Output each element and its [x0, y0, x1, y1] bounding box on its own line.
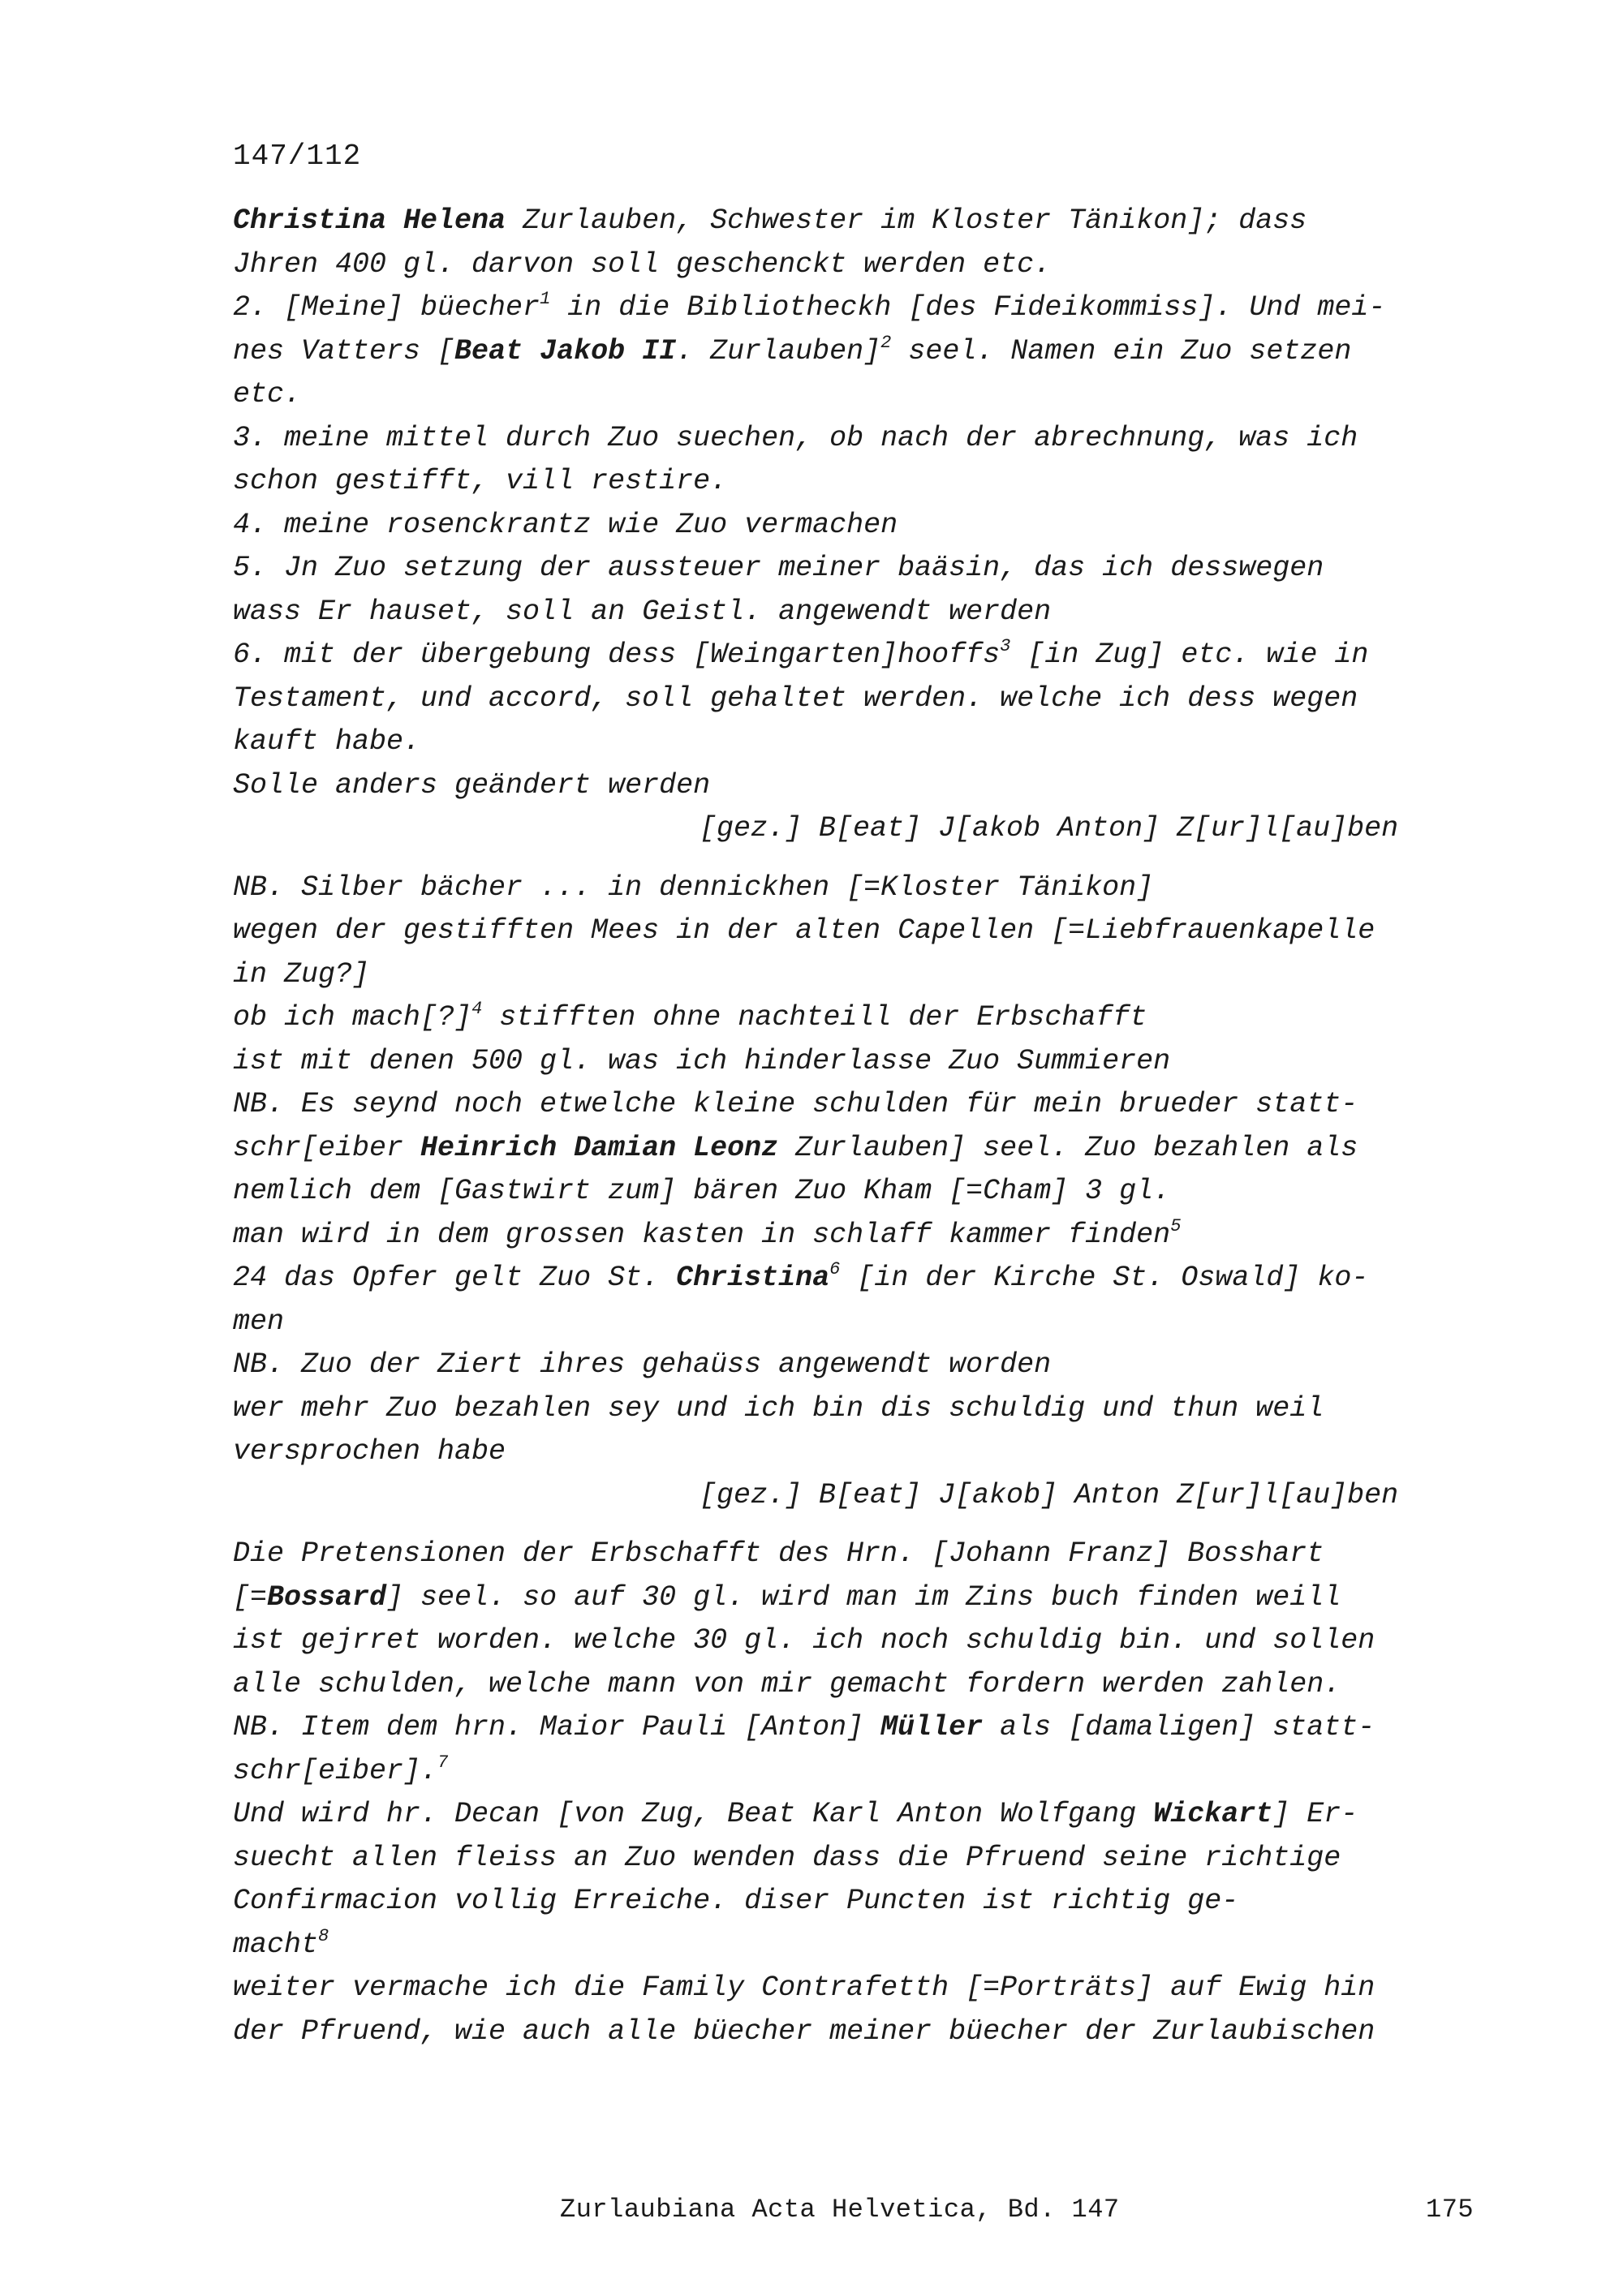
footnote-ref[interactable]: 2 — [880, 332, 892, 353]
person-name: Christina — [676, 1262, 830, 1294]
text-line: man wird in dem grossen kasten in schlaff kammer finden$^5$ — [233, 1215, 1182, 1251]
text-line: weiter vermache ich die Family Contrafetth [=Porträts] auf Ewig hin — [233, 1971, 1375, 2004]
person-name: Beat Jakob II — [454, 334, 677, 368]
person-name: Christina Helena — [233, 204, 506, 237]
signature-line: [gez.] B[eat] J[akob Anton] Z[ur]l[au]ben — [700, 812, 1399, 845]
text-line: suecht allen fleiss an Zuo wenden dass die Pfruend seine richtige — [233, 1841, 1341, 1874]
footnote-ref[interactable]: 5 — [1170, 1215, 1182, 1236]
person-name: Müller — [880, 1711, 984, 1743]
text-line: NB. Item dem hrn. Maior Pauli [Anton] Müller als [damaligen] statt- — [233, 1711, 1375, 1743]
text-line: wegen der gestifften Mees in der alten Capellen [=Liebfrauenkapelle — [233, 914, 1375, 947]
text-line: ist gejrret worden. welche 30 gl. ich noch schuldig bin. und sollen — [233, 1624, 1375, 1657]
text-line: [=Bossard] seel. so auf 30 gl. wird man im Zins buch finden weill — [233, 1580, 1341, 1614]
text-line: 6. mit der übergebung dess [Weingarten]hooffs$^3$ [in Zug] etc. wie in — [233, 636, 1369, 671]
text-line: schr[eiber].$^7$ — [233, 1752, 449, 1787]
text-line: wer mehr Zuo bezahlen sey und ich bin dis schuldig und thun weil — [233, 1391, 1324, 1425]
footnote-ref[interactable]: 6 — [829, 1259, 841, 1279]
text-line: Die Pretensionen der Erbschafft des Hrn. [Johann Franz] Bosshart — [233, 1537, 1324, 1570]
footnote-ref[interactable]: 3 — [1000, 636, 1011, 656]
text-line: Jhren 400 gl. darvon soll geschenckt werden etc. — [233, 247, 1052, 281]
page-number: 175 — [1426, 2195, 1474, 2225]
text-line: NB. Es seynd noch etwelche kleine schulden für mein brueder statt- — [233, 1088, 1358, 1120]
text-line: Solle anders geändert werden — [233, 768, 711, 802]
text-line: Und wird hr. Decan [von Zug, Beat Karl Anton Wolfgang Wickart] Er- — [233, 1798, 1358, 1830]
text-line: ist mit denen 500 gl. was ich hinderlasse Zuo Summieren — [233, 1044, 1171, 1077]
footnote-ref[interactable]: 1 — [540, 289, 551, 309]
footnote-ref[interactable]: 4 — [471, 999, 483, 1019]
text-line: 2. [Meine] büecher$^1$ in die Bibliotheckh [des Fideikommiss]. Und mei- — [233, 289, 1386, 324]
text-line: NB. Zuo der Ziert ihres gehaüss angewendt worden — [233, 1348, 1052, 1381]
transcription-body — [233, 200, 1466, 2053]
text-line: der Pfruend, wie auch alle büecher meiner büecher der Zurlaubischen — [233, 2014, 1375, 2048]
document-reference: 147/112 — [233, 140, 362, 173]
text-line: NB. Silber bächer ... in dennickhen [=Kloster Tänikon] — [233, 871, 1154, 904]
text-line: nes Vatters [Beat Jakob II. Zurlauben]$^2$ seel. Namen ein Zuo setzen — [233, 332, 1352, 368]
signature-line: [gez.] B[eat] J[akob] Anton Z[ur]l[au]ben — [700, 1478, 1399, 1511]
text-line: kauft habe. — [233, 725, 421, 758]
text-line: etc. — [233, 378, 302, 411]
text-line: versprochen habe — [233, 1435, 506, 1468]
footer-title: Zurlaubiana Acta Helvetica, Bd. 147 — [560, 2195, 1120, 2225]
footnote-ref[interactable]: 8 — [318, 1925, 329, 1946]
text-line: alle schulden, welche mann von mir gemacht fordern werden zahlen. — [233, 1667, 1341, 1701]
text-line: Testament, und accord, soll gehaltet werden. welche ich dess wegen — [233, 681, 1358, 715]
text-line: 3. meine mittel durch Zuo suechen, ob nach der abrechnung, was ich — [233, 421, 1358, 454]
text-line: macht$^8$ — [233, 1925, 329, 1961]
person-name: Bossard — [267, 1580, 387, 1614]
text-line: wass Er hauset, soll an Geistl. angewendt werden — [233, 595, 1052, 628]
text-line: schr[eiber Heinrich Damian Leonz Zurlauben] seel. Zuo bezahlen als — [233, 1131, 1358, 1164]
text-line: schon gestifft, vill restire. — [233, 465, 728, 497]
text-line: 24 das Opfer gelt Zuo St. Christina$^6$ [in der Kirche St. Oswald] ko- — [233, 1259, 1369, 1294]
text-line: Confirmacion vollig Erreiche. diser Puncten ist richtig ge- — [233, 1885, 1239, 1917]
text-line: men — [233, 1305, 285, 1338]
text-line: Christina Helena Zurlauben, Schwester im Kloster Tänikon]; dass — [233, 204, 1307, 237]
text-line: 5. Jn Zuo setzung der aussteuer meiner baäsin, das ich desswegen — [233, 552, 1324, 584]
person-name: Heinrich Damian Leonz — [420, 1131, 779, 1164]
footnote-ref[interactable]: 7 — [437, 1752, 449, 1773]
text-line: 4. meine rosenckrantz wie Zuo vermachen — [233, 508, 898, 541]
text-line: in Zug?] — [233, 957, 370, 991]
text-line: nemlich dem [Gastwirt zum] bären Zuo Kham [=Cham] 3 gl. — [233, 1175, 1171, 1207]
text-line: ob ich mach[?]$^4$ stifften ohne nachteill der Erbschafft — [233, 999, 1147, 1034]
person-name: Wickart — [1153, 1798, 1273, 1830]
